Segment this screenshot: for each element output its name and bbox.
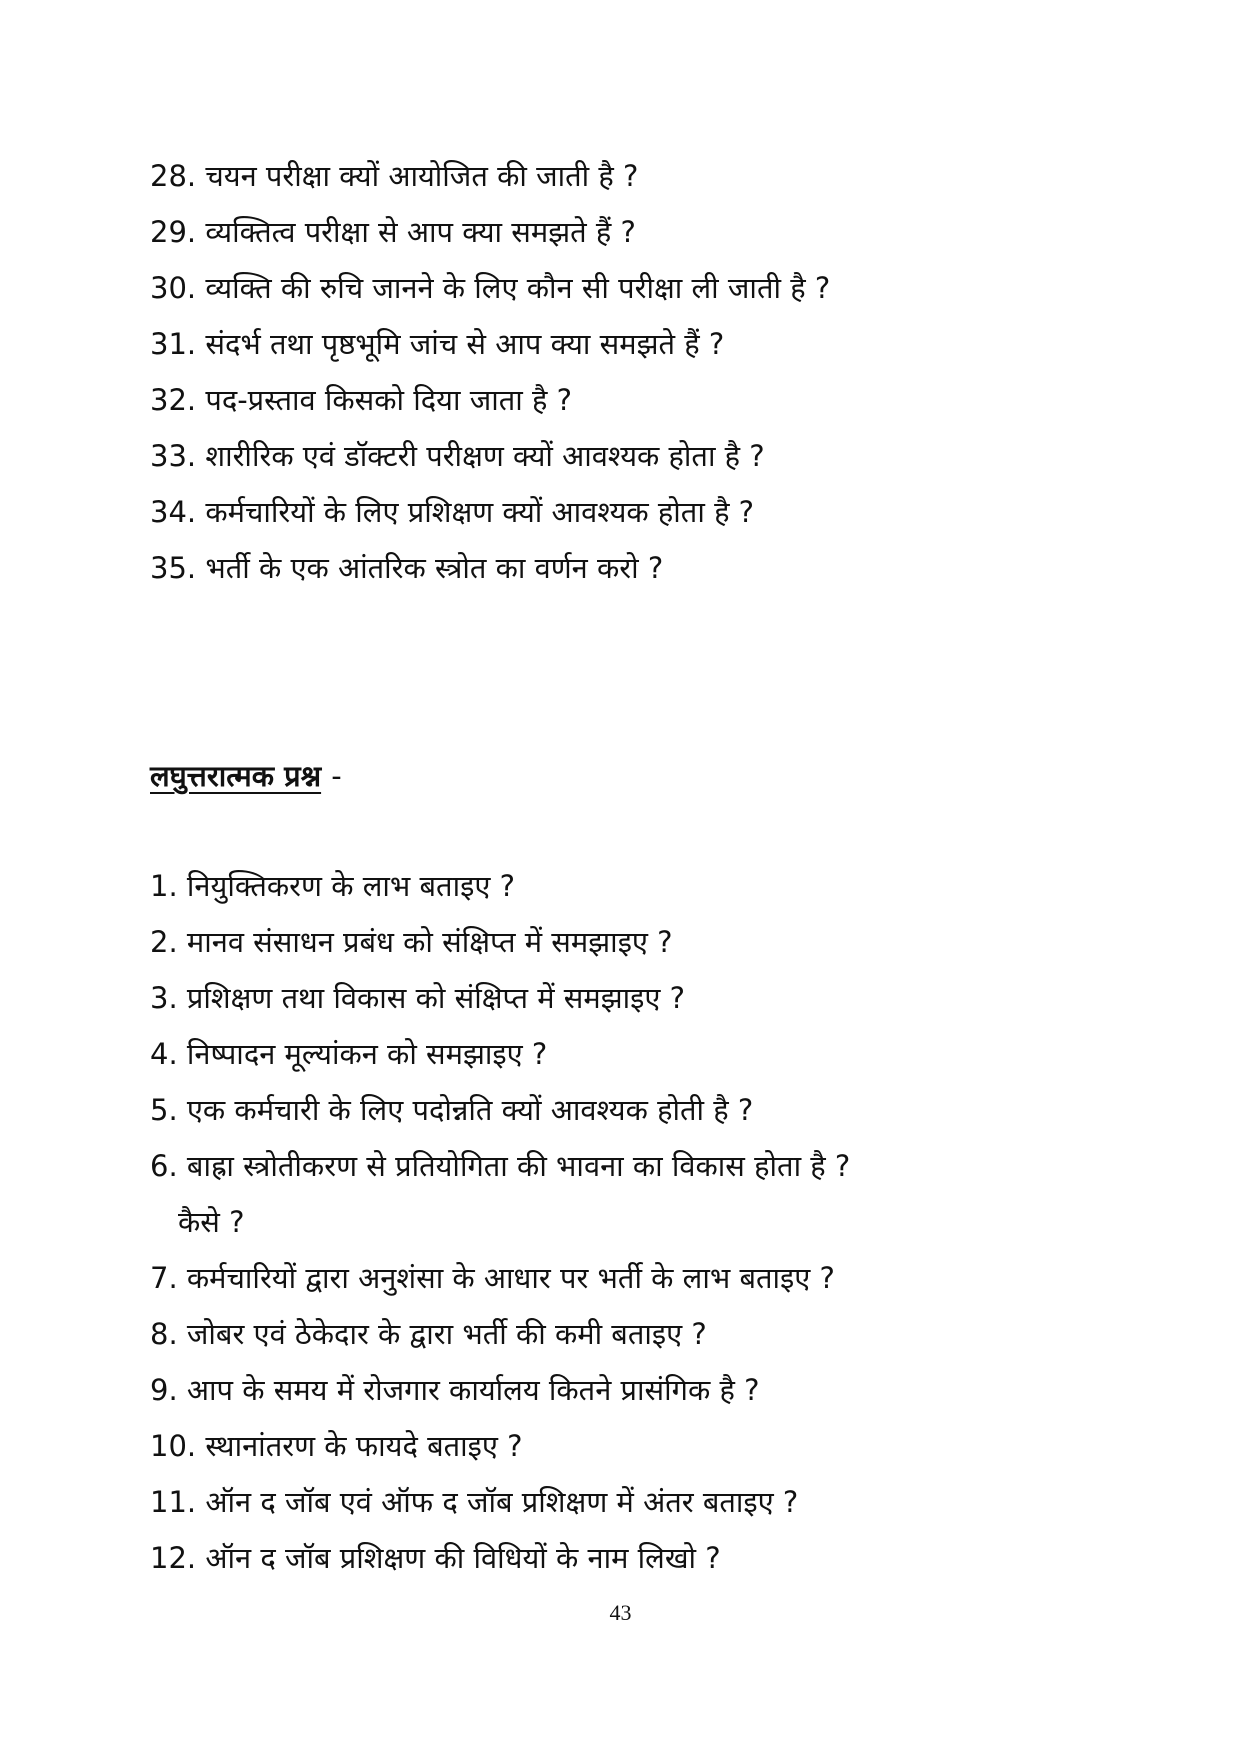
question-text: ऑन द जॉब एवं ऑफ द जॉब प्रशिक्षण में अंतर बताइए ? (205, 1485, 799, 1519)
question-continuation: कैसे ? (178, 1205, 245, 1239)
question-number: 12. (150, 1541, 197, 1575)
short-question-list (150, 858, 1100, 1586)
list-item (150, 484, 1100, 540)
question-text: निष्पादन मूल्यांकन को समझाइए ? (186, 1037, 548, 1071)
question-text: भर्ती के एक आंतरिक स्त्रोत का वर्णन करो ? (205, 551, 664, 585)
question-number: 31. (150, 327, 197, 361)
question-text: संदर्भ तथा पृष्ठभूमि जांच से आप क्या समझते हैं ? (205, 327, 725, 361)
question-number: 3. (150, 981, 178, 1015)
list-item (150, 204, 1100, 260)
list-item (150, 316, 1100, 372)
question-text: ऑन द जॉब प्रशिक्षण की विधियों के नाम लिखो ? (205, 1541, 721, 1575)
list-item (150, 914, 1100, 970)
question-number: 4. (150, 1037, 178, 1071)
list-item (150, 1530, 1100, 1586)
question-text: एक कर्मचारी के लिए पदोन्नति क्यों आवश्यक होती है ? (186, 1093, 754, 1127)
question-text: स्थानांतरण के फायदे बताइए ? (205, 1429, 523, 1463)
question-text: कर्मचारियों के लिए प्रशिक्षण क्यों आवश्यक होता है ? (205, 495, 755, 529)
list-item (150, 1082, 1100, 1138)
list-item (150, 1026, 1100, 1082)
question-number: 33. (150, 439, 197, 473)
question-number: 34. (150, 495, 197, 529)
question-text: पद-प्रस्ताव किसको दिया जाता है ? (205, 383, 572, 417)
question-number: 10. (150, 1429, 197, 1463)
question-number: 35. (150, 551, 197, 585)
question-text: नियुक्तिकरण के लाभ बताइए ? (186, 869, 515, 903)
question-number: 6. (150, 1149, 178, 1183)
question-text: बाह्रा स्त्रोतीकरण से प्रतियोगिता की भावना का विकास होता है ? (186, 1149, 851, 1183)
section-heading-title: लघुत्तरात्मक प्रश्न (150, 759, 322, 793)
question-text: व्यक्तित्व परीक्षा से आप क्या समझते हैं ? (205, 215, 636, 249)
page-number: 43 (609, 1600, 632, 1625)
question-number: 29. (150, 215, 197, 249)
long-question-list (150, 148, 1100, 596)
section-heading-dash: - (331, 759, 342, 793)
question-number: 11. (150, 1485, 197, 1519)
list-item (150, 1474, 1100, 1530)
question-number: 7. (150, 1261, 178, 1295)
list-item (150, 970, 1100, 1026)
list-item (150, 858, 1100, 914)
question-text: जोबर एवं ठेकेदार के द्वारा भर्ती की कमी बताइए ? (186, 1317, 707, 1351)
question-number: 5. (150, 1093, 178, 1127)
question-number: 9. (150, 1373, 178, 1407)
question-text: कर्मचारियों द्वारा अनुशंसा के आधार पर भर्ती के लाभ बताइए ? (186, 1261, 835, 1295)
question-text: मानव संसाधन प्रबंध को संक्षिप्त में समझाइए ? (186, 925, 673, 959)
question-text: चयन परीक्षा क्यों आयोजित की जाती है ? (205, 159, 639, 193)
list-item (150, 1306, 1100, 1362)
list-item (150, 1250, 1100, 1306)
list-item (150, 1362, 1100, 1418)
list-item (150, 148, 1100, 204)
list-item (150, 428, 1100, 484)
question-number: 8. (150, 1317, 178, 1351)
question-text: शारीरिक एवं डॉक्टरी परीक्षण क्यों आवश्यक होता है ? (205, 439, 765, 473)
list-item (150, 372, 1100, 428)
question-number: 30. (150, 271, 197, 305)
list-item (150, 260, 1100, 316)
question-number: 1. (150, 869, 178, 903)
list-item (150, 540, 1100, 596)
question-number: 28. (150, 159, 197, 193)
question-text: प्रशिक्षण तथा विकास को संक्षिप्त में समझाइए ? (186, 981, 686, 1015)
section-heading (150, 748, 342, 804)
question-text: आप के समय में रोजगार कार्यालय कितने प्रासंगिक है ? (186, 1373, 760, 1407)
question-text: व्यक्ति की रुचि जानने के लिए कौन सी परीक्षा ली जाती है ? (205, 271, 831, 305)
list-item (150, 1418, 1100, 1474)
question-number: 2. (150, 925, 178, 959)
list-item (150, 1138, 1100, 1250)
question-number: 32. (150, 383, 197, 417)
